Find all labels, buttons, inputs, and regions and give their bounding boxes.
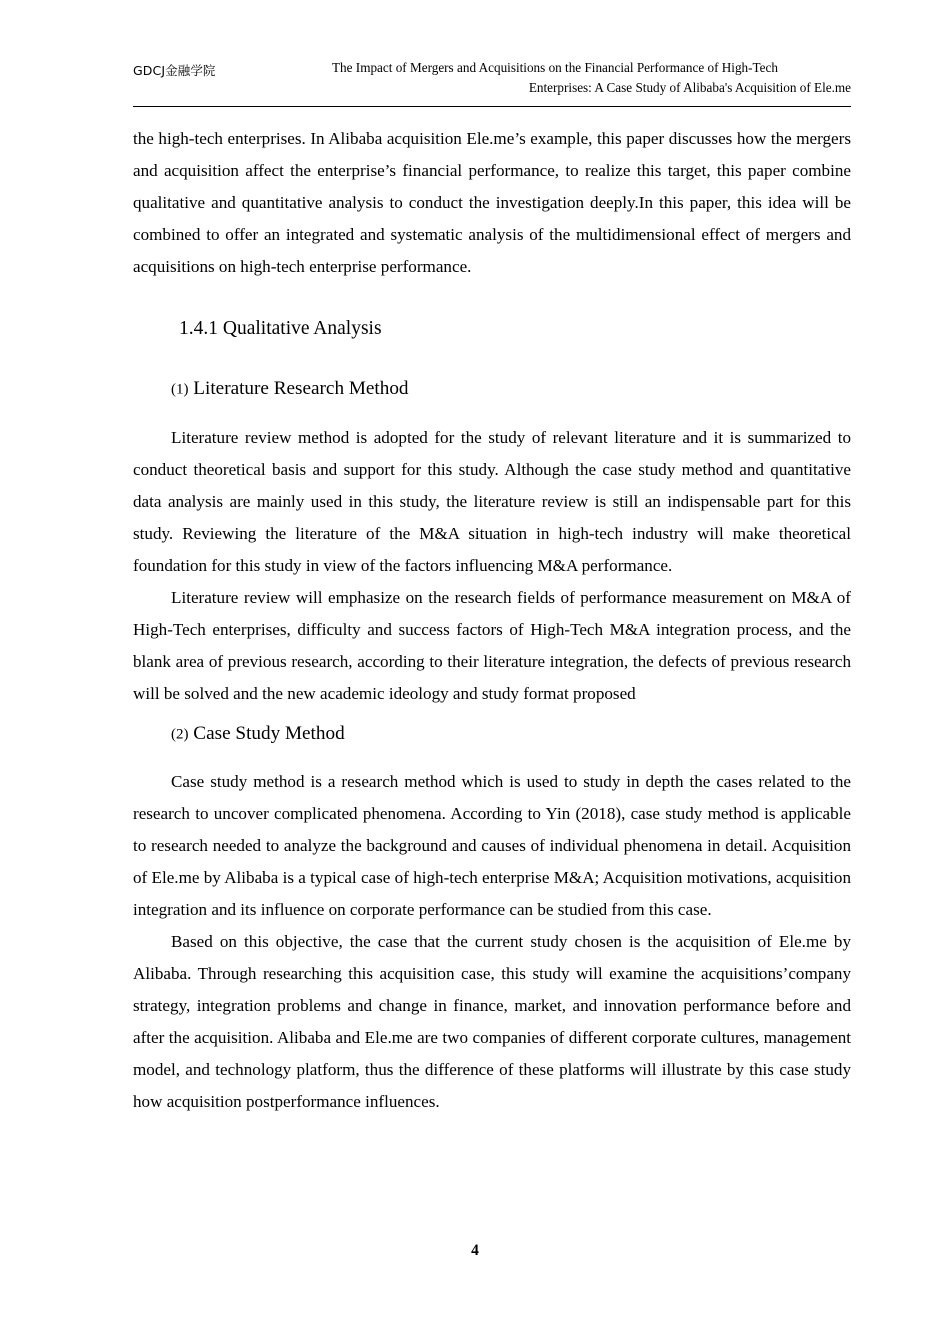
page-number: 4 <box>471 1242 479 1259</box>
subheading-case-study-method <box>133 718 851 751</box>
spacer <box>133 345 851 373</box>
section-heading-1-4-1: 1.4.1 Qualitative Analysis <box>179 318 382 339</box>
subheading-literature-research-method <box>133 373 851 406</box>
page-content <box>133 0 851 1118</box>
header-divider-rule <box>133 106 851 107</box>
running-header-inner <box>133 58 851 104</box>
paragraph-continuation: the high-tech enterprises. In Alibaba acquisition Ele.me’s example, this paper discusses how the mergers and acquisition affect the enterprise’s financial performance, to realize this target, this paper combine qualitative and quantitative analysis to conduct the investigation deeply.In this paper, this idea will be combined to offer an integrated and systematic analysis of the multidimensional effect of mergers and acquisitions on high-tech enterprise performance. <box>133 129 851 276</box>
subheading-2-number: (2) <box>171 726 189 742</box>
subheading-1-label: Literature Research Method <box>193 378 409 399</box>
header-organization-label: GDCJ金融学院 <box>133 63 216 78</box>
header-title <box>291 58 851 98</box>
page-footer <box>0 1242 950 1260</box>
paragraph-literature-review-emphasis: Literature review will emphasize on the research fields of performance measurement on M&A of High-Tech enterprises, difficulty and success factors of High-Tech M&A integration process, and the blank area of previous research, according to their literature integration, the defects of previous research will be solved and the new academic ideology and study format proposed <box>133 587 851 703</box>
spacer <box>133 406 851 422</box>
subheading-2-label: Case Study Method <box>193 722 345 744</box>
running-header <box>133 0 851 106</box>
subheading-1-number: (1) <box>171 381 189 398</box>
paragraph-literature-review-method: Literature review method is adopted for the study of relevant literature and it is summarized to conduct theoretical basis and support for this study. Although the case study method and quantitative data analysis are mainly used in this study, the literature review is still an indispensable part for this study. Reviewing the literature of the M&A situation in high-tech industry will make theoretical foundation for this study in view of the factors influencing M&A performance. <box>133 427 851 575</box>
spacer <box>133 283 851 313</box>
header-title-line-2: Enterprises: A Case Study of Alibaba's Acquisition of Ele.me <box>528 80 851 95</box>
spacer <box>133 710 851 718</box>
spacer <box>133 750 851 766</box>
paragraph-case-selection: Based on this objective, the case that the current study chosen is the acquisition of Ele.me by Alibaba. Through researching this acquisition case, this study will examine the acquisitions’company strategy, integration problems and change in finance, market, and innovation performance before and after the acquisition. Alibaba and Ele.me are two companies of different corporate cultures, management model, and technology platform, thus the difference of these platforms will illustrate by this case study how acquisition postperformance influences. <box>133 932 851 1111</box>
document-body <box>133 106 851 1118</box>
header-title-line-1: The Impact of Mergers and Acquisitions on the Financial Performance of High-Tech <box>332 60 778 75</box>
paragraph-case-study-definition: Case study method is a research method which is used to study in depth the cases related to the research to uncover complicated phenomena. According to Yin (2018), case study method is applicable to research needed to analyze the background and causes of individual phenomena in detail. Acquisition of Ele.me by Alibaba is a typical case of high-tech enterprise M&A; Acquisition motivations, acquisition integration and its influence on corporate performance can be studied from this case. <box>133 772 851 919</box>
